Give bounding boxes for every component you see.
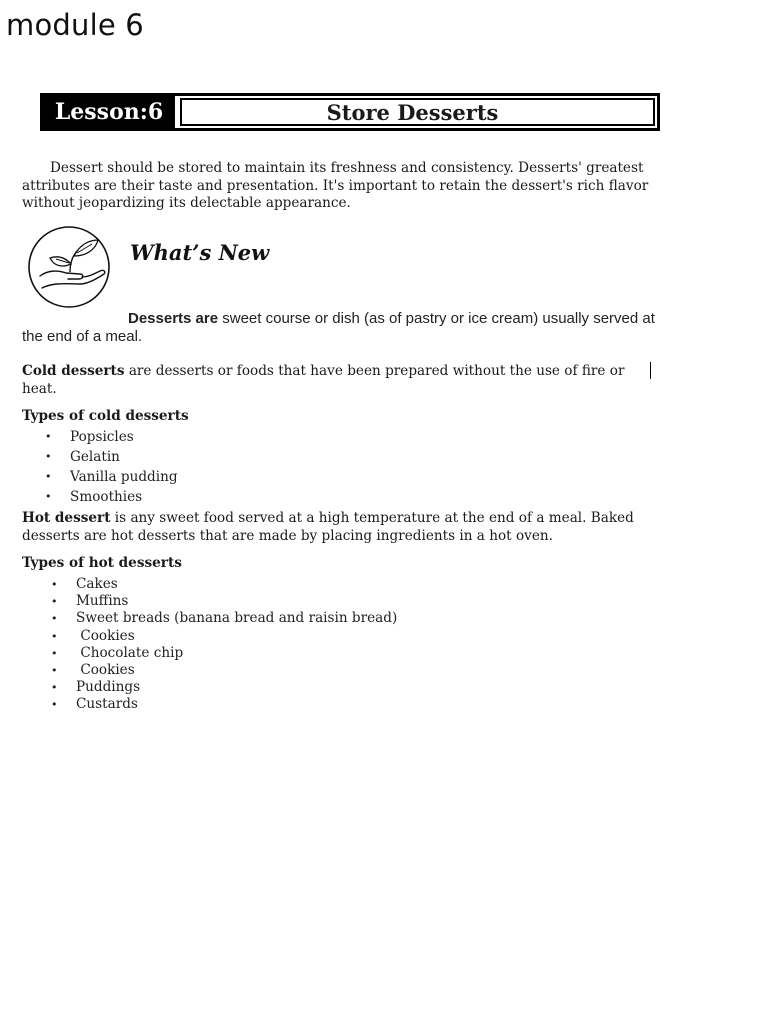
desserts-definition (22, 310, 662, 346)
cold-desserts-term: Cold desserts (22, 363, 125, 379)
hot-dessert-text: is any sweet food served at a high temperature at the end of a meal. Baked desserts are hot desserts that are made by placing ingredients in a hot oven. (22, 510, 634, 544)
lesson-title: Store Desserts (180, 98, 655, 126)
list-item: • Popsicles (70, 428, 178, 448)
whats-new-heading: What’s New (130, 240, 270, 265)
hot-types-heading: Types of hot desserts (22, 555, 182, 571)
desserts-definition-text: sweet course or dish (as of pastry or ice cream) usually served at the end of a meal. (22, 310, 655, 345)
list-item: • Custards (76, 696, 397, 713)
cold-desserts-definition (22, 363, 662, 398)
intro-paragraph: Dessert should be stored to maintain its freshness and consistency. Desserts' greatest attributes are their taste and presentation. It's important to retain the dessert's rich flavor without jeopardizing its delectable appearance. (22, 160, 649, 211)
hot-desserts-list (76, 576, 397, 714)
list-item: • Chocolate chip (76, 645, 397, 662)
list-item: • Gelatin (70, 448, 178, 468)
list-item: • Vanilla pudding (70, 468, 178, 488)
list-item: • Cookies (76, 662, 397, 679)
list-item: • Sweet breads (banana bread and raisin bread) (76, 610, 397, 627)
list-item: • Muffins (76, 593, 397, 610)
text-cursor (650, 362, 651, 379)
desserts-term: Desserts are (128, 310, 219, 327)
cold-desserts-text: are desserts or foods that have been prepared without the use of fire or heat. (22, 363, 625, 397)
hot-dessert-term: Hot dessert (22, 510, 111, 526)
list-item: • Smoothies (70, 488, 178, 508)
hot-dessert-definition (22, 510, 662, 545)
hand-holding-plant-icon (24, 226, 114, 308)
cold-desserts-list (70, 428, 178, 508)
lesson-banner (40, 93, 660, 131)
list-item: • Cakes (76, 576, 397, 593)
cold-types-heading: Types of cold desserts (22, 408, 189, 424)
page-heading: module 6 (6, 8, 144, 42)
list-item: • Cookies (76, 628, 397, 645)
list-item: • Puddings (76, 679, 397, 696)
lesson-label: Lesson:6 (43, 96, 178, 128)
